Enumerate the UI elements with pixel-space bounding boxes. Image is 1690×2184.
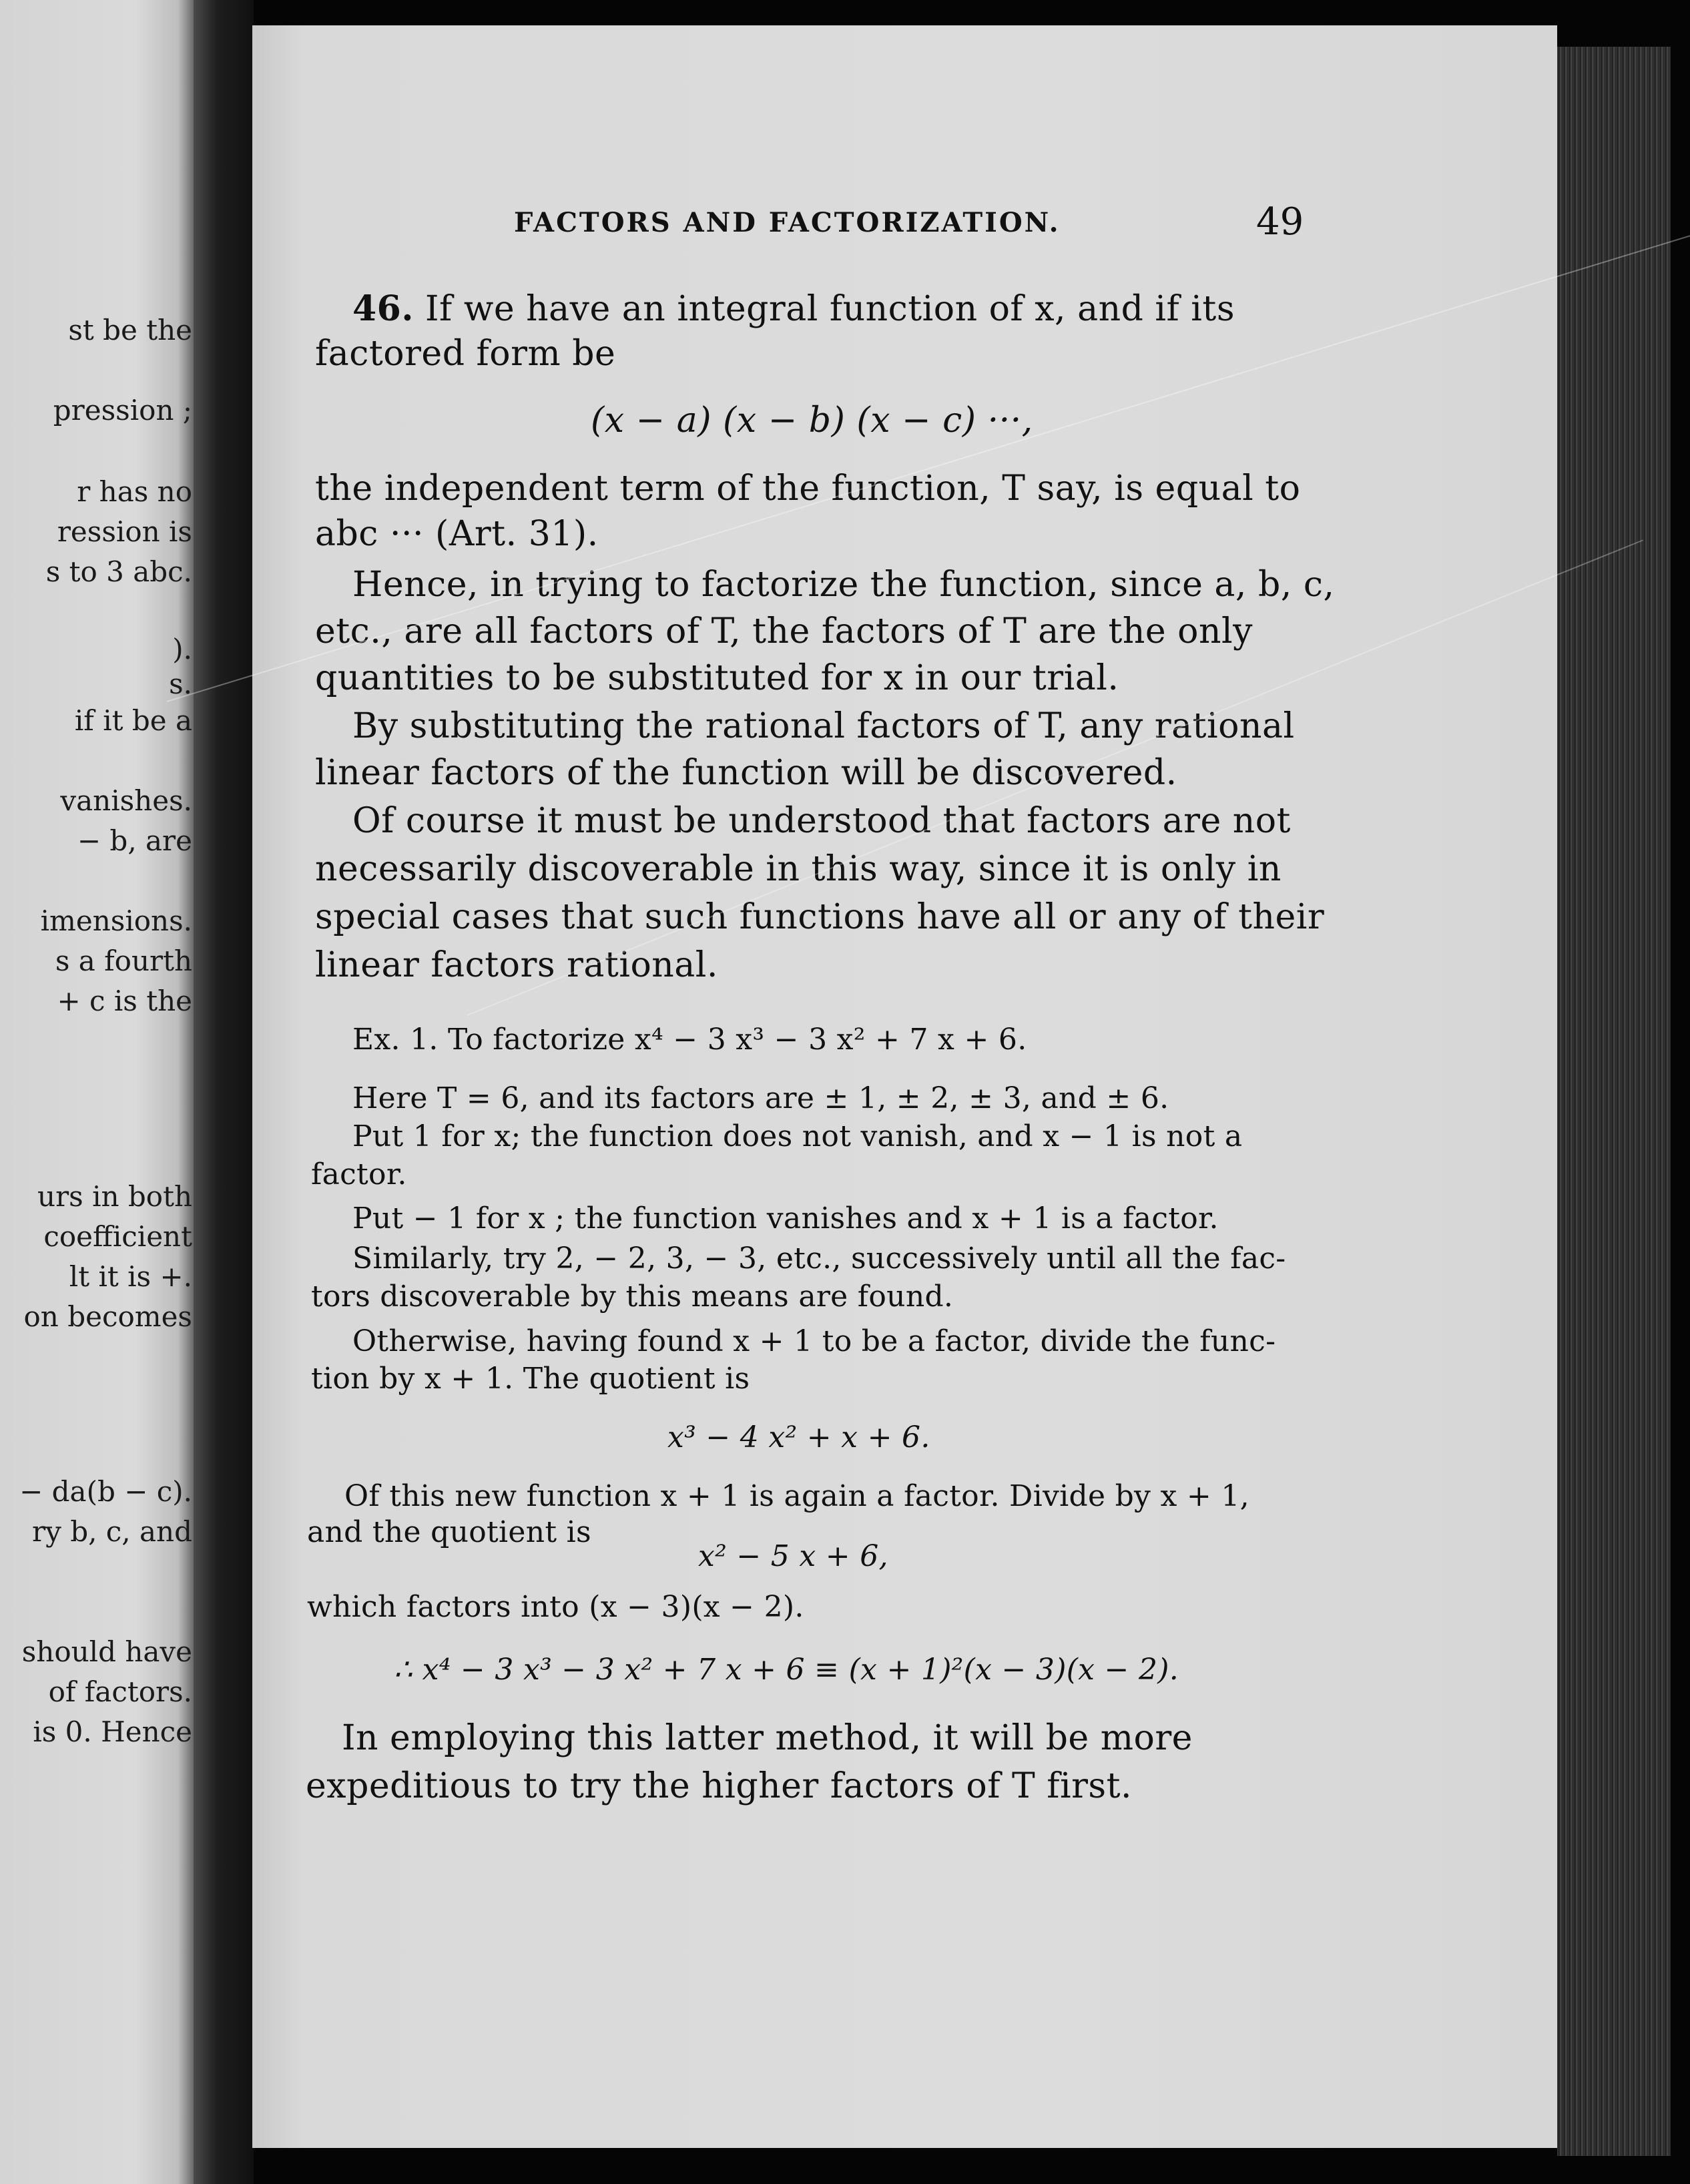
body-line: necessarily discoverable in this way, since it is only in bbox=[315, 849, 1282, 889]
example-heading bbox=[352, 1023, 1027, 1057]
left-page-line: s. bbox=[169, 667, 192, 700]
example-line: factor. bbox=[311, 1157, 407, 1191]
example-line: which factors into (x − 3)(x − 2). bbox=[307, 1590, 804, 1624]
quotient-equation: x² − 5 x + 6, bbox=[698, 1539, 888, 1573]
left-page-line: on becomes bbox=[23, 1300, 192, 1333]
left-page-line: imensions. bbox=[40, 904, 192, 937]
example-line: Put 1 for x; the function does not vanish, and x − 1 is not a bbox=[352, 1119, 1243, 1153]
left-page-line: coefficient bbox=[43, 1220, 192, 1253]
left-page-line: r has no bbox=[77, 475, 192, 508]
left-page-line: ). bbox=[172, 633, 192, 665]
section-number: 46. bbox=[352, 288, 414, 329]
closing-line: In employing this latter method, it will be more bbox=[342, 1718, 1193, 1758]
left-page-line: vanishes. bbox=[60, 784, 192, 817]
example-title: Ex. 1. bbox=[352, 1023, 439, 1057]
example-line: tors discoverable by this means are found. bbox=[311, 1280, 954, 1314]
body-line: linear factors of the function will be discovered. bbox=[315, 753, 1177, 793]
body-line: quantities to be substituted for x in our trial. bbox=[315, 658, 1119, 698]
body-line: Of course it must be understood that factors are not bbox=[352, 801, 1291, 841]
body-line: etc., are all factors of T, the factors of T are the only bbox=[315, 611, 1253, 651]
left-page-line: s to 3 abc. bbox=[45, 555, 192, 588]
example-line: Here T = 6, and its factors are ± 1, ± 2, ± 3, and ± 6. bbox=[352, 1081, 1169, 1115]
example-line: and the quotient is bbox=[307, 1515, 591, 1549]
body-line: Hence, in trying to factorize the function, since a, b, c, bbox=[352, 565, 1335, 605]
left-page-line: s a fourth bbox=[55, 944, 192, 977]
left-page-line: urs in both bbox=[37, 1180, 192, 1213]
example-line: Otherwise, having found x + 1 to be a factor, divide the func- bbox=[352, 1324, 1276, 1358]
left-page-line: is 0. Hence bbox=[33, 1715, 192, 1748]
display-equation: (x − a) (x − b) (x − c) ···, bbox=[591, 400, 1033, 441]
section-intro-text: If we have an integral function of x, and if its bbox=[413, 289, 1235, 329]
final-identity: ∴ x⁴ − 3 x³ − 3 x² + 7 x + 6 ≡ (x + 1)²(x − 3)(x − 2). bbox=[394, 1653, 1179, 1687]
body-line: linear factors rational. bbox=[315, 945, 718, 985]
left-page-line: should have bbox=[21, 1635, 192, 1668]
body-line: abc ··· (Art. 31). bbox=[315, 514, 599, 554]
left-page-line: pression ; bbox=[53, 394, 192, 427]
left-page-line: + c is the bbox=[57, 985, 192, 1017]
quotient-equation: x³ − 4 x² + x + 6. bbox=[667, 1420, 930, 1454]
example-statement: To factorize x⁴ − 3 x³ − 3 x² + 7 x + 6. bbox=[438, 1023, 1027, 1057]
running-title: FACTORS AND FACTORIZATION. bbox=[514, 207, 1061, 238]
left-page-line: st be the bbox=[68, 314, 192, 346]
body-line: special cases that such functions have all or any of their bbox=[315, 897, 1325, 937]
body-line: the independent term of the function, T say, is equal to bbox=[315, 469, 1301, 509]
example-line: Of this new function x + 1 is again a factor. Divide by x + 1, bbox=[344, 1479, 1249, 1513]
page-number: 49 bbox=[1256, 200, 1304, 244]
section-46-first-line bbox=[352, 288, 1235, 329]
example-line: Similarly, try 2, − 2, 3, − 3, etc., successively until all the fac- bbox=[352, 1242, 1286, 1276]
left-page-line: ression is bbox=[57, 515, 192, 548]
example-line: tion by x + 1. The quotient is bbox=[311, 1362, 750, 1396]
body-line: By substituting the rational factors of T, any rational bbox=[352, 706, 1295, 746]
left-page-line: − b, are bbox=[77, 824, 192, 857]
left-page-line: ry b, c, and bbox=[32, 1515, 192, 1548]
left-page-line: of factors. bbox=[48, 1675, 192, 1708]
left-page-line: lt it is +. bbox=[69, 1260, 192, 1293]
closing-line: expeditious to try the higher factors of T first. bbox=[306, 1766, 1133, 1806]
example-line: Put − 1 for x ; the function vanishes and x + 1 is a factor. bbox=[352, 1201, 1219, 1236]
body-line: factored form be bbox=[315, 334, 616, 374]
left-page-line: − da(b − c). bbox=[19, 1475, 192, 1508]
left-page-line: if it be a bbox=[74, 704, 192, 737]
